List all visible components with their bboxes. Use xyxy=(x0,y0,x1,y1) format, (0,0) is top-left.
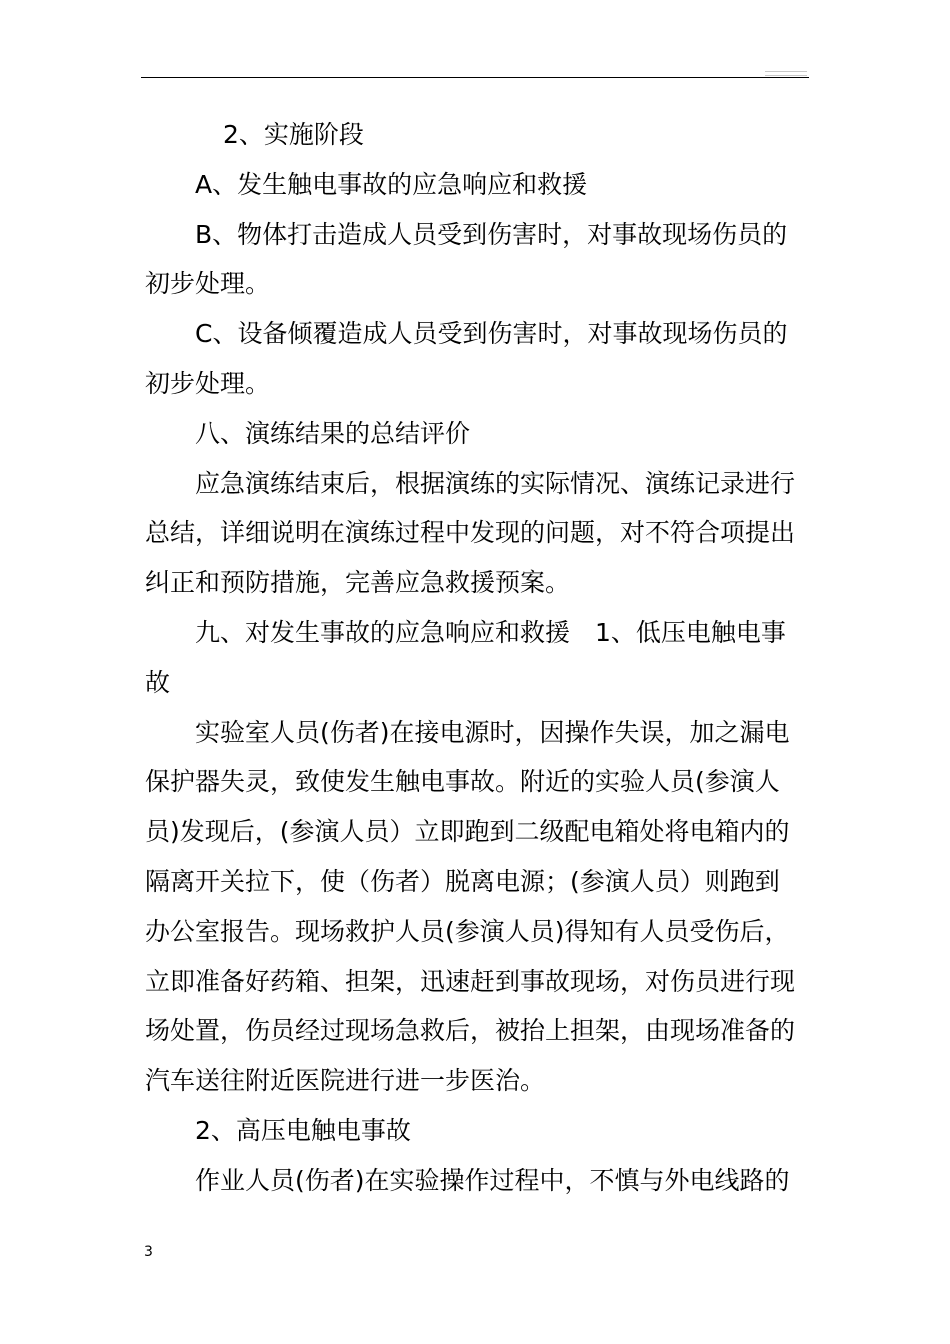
text-line: 员)发现后，(参演人员）立即跑到二级配电箱处将电箱内的 xyxy=(145,817,790,847)
list-item: C、设备倾覆造成人员受到伤害时，对事故现场伤员的 xyxy=(195,319,788,349)
text-line: 初步处理。 xyxy=(145,368,271,398)
text-line: 故 xyxy=(145,667,171,697)
text-line: 隔离开关拉下，使（伤者）脱离电源；(参演人员）则跑到 xyxy=(145,866,780,896)
list-item: A、发生触电事故的应急响应和救援 xyxy=(195,169,588,199)
section-heading: 八、演练结果的总结评价 xyxy=(195,418,471,448)
section-heading: 2、高压电触电事故 xyxy=(195,1115,411,1145)
text-line: 保护器失灵，致使发生触电事故。附近的实验人员(参演人 xyxy=(145,767,780,797)
text-line: 应急演练结束后，根据演练的实际情况、演练记录进行 xyxy=(195,468,796,498)
text-line: 总结，详细说明在演练过程中发现的问题，对不符合项提出 xyxy=(145,518,796,548)
list-item: B、物体打击造成人员受到伤害时，对事故现场伤员的 xyxy=(195,219,788,249)
text-line: 初步处理。 xyxy=(145,269,271,299)
text-line: 作业人员(伤者)在实验操作过程中，不慎与外电线路的 xyxy=(195,1165,790,1195)
text-line: 汽车送往附近医院进行进一步医治。 xyxy=(145,1066,546,1096)
section-heading: 2、实施阶段 xyxy=(223,120,364,149)
text-line: 立即准备好药箱、担架，迅速赶到事故现场，对伤员进行现 xyxy=(145,966,796,996)
header-rule xyxy=(141,77,809,78)
text-line: 办公室报告。现场救护人员(参演人员)得知有人员受伤后， xyxy=(145,916,790,946)
page-number: 3 xyxy=(144,1244,153,1260)
header-mark xyxy=(765,71,807,76)
document-body xyxy=(145,110,813,1206)
section-heading: 九、对发生事故的应急响应和救援 1、低压电触电事 xyxy=(195,617,786,647)
text-line: 实验室人员(伤者)在接电源时，因操作失误，加之漏电 xyxy=(195,717,790,747)
text-line: 场处置，伤员经过现场急救后，被抬上担架，由现场准备的 xyxy=(145,1016,796,1046)
text-line: 纠正和预防措施，完善应急救援预案。 xyxy=(145,568,571,598)
